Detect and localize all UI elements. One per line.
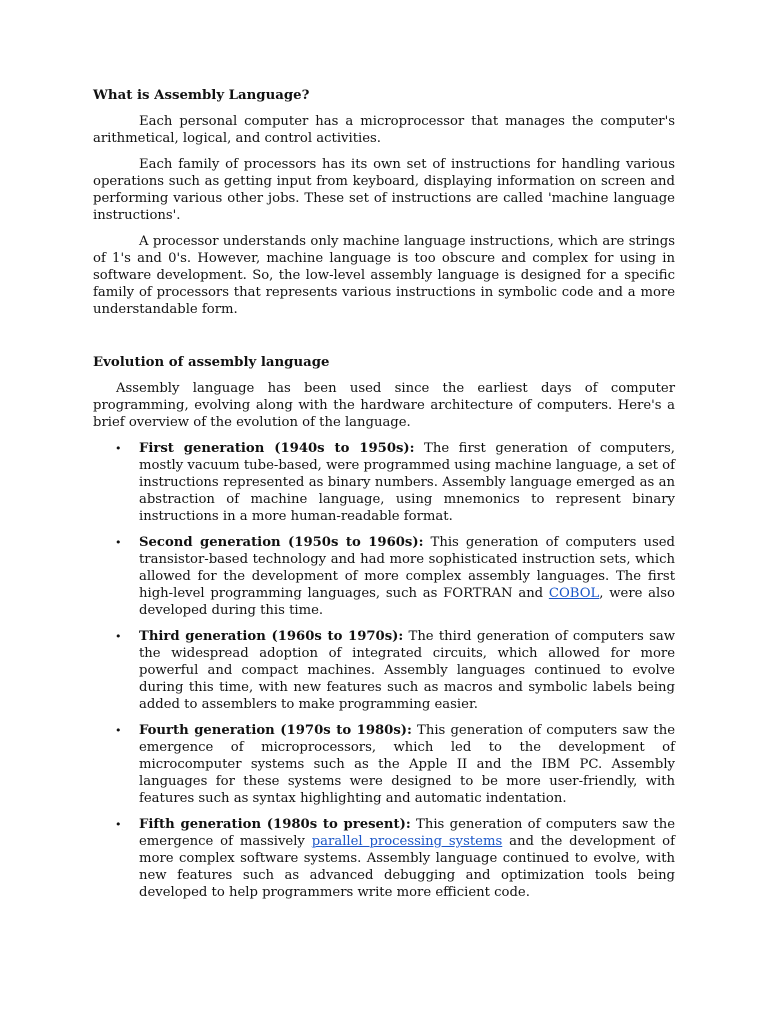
list-item-third-generation: [93, 628, 675, 713]
generation-text: This generation of computers saw the emergence of microprocessors, which led to the development of microcomputer systems such as the Apple II and the IBM PC. Assembly languages for these systems were designed to be more user-friendly, with features such as syntax highlighting and automatic indentation.: [139, 723, 675, 806]
generation-text: This generation of computers saw the emergence of massively: [139, 817, 675, 849]
list-item-second-generation: [93, 534, 675, 619]
bullet-icon: •: [115, 536, 122, 549]
paragraph-evolution-intro: Assembly language has been used since the earliest days of computer programming, evolving along with the hardware architecture of computers. Here's a brief overview of the evolution of the language.: [93, 381, 675, 430]
bullet-icon: •: [115, 442, 122, 455]
generations-list: [93, 440, 675, 901]
generation-title: Fifth generation (1980s to present):: [139, 817, 411, 832]
bullet-icon: •: [115, 724, 122, 737]
section-heading-evolution: Evolution of assembly language: [93, 355, 330, 370]
generation-text-after: , were also developed during this time.: [139, 586, 675, 618]
generation-text: The third generation of computers saw the widespread adoption of integrated circuits, which allowed for more powerful and compact machines. Assembly languages continued to evolve during this time, with new features such as macros and symbolic labels being added to assemblers to make programming easier.: [139, 629, 675, 712]
section-heading-assembly-language: What is Assembly Language?: [93, 88, 310, 103]
generation-text: This generation of computers used transistor-based technology and had more sophisticated instruction sets, which allowed for the development of more complex assembly languages. The first high-level programming languages, such as FORTRAN and: [139, 535, 675, 601]
cobol-link[interactable]: COBOL: [548, 586, 600, 601]
paragraph-machine-language: A processor understands only machine language instructions, which are strings of 1's and 0's. However, machine language is too obscure and complex for using in software development. So, the low-level assembly language is designed for a specific family of processors that represents various instructions in symbolic code and a more understandable form.: [93, 234, 675, 317]
paragraph-instruction-sets: Each family of processors has its own set of instructions for handling various operations such as getting input from keyboard, displaying information on screen and performing various other jobs. These set of instructions are called 'machine language instructions'.: [93, 157, 675, 223]
parallel-processing-link[interactable]: parallel processing systems: [311, 834, 503, 849]
generation-text: The first generation of computers, mostly vacuum tube-based, were programmed using machine language, a set of instructions represented as binary numbers. Assembly language emerged as an abstraction of machine language, using mnemonics to represent binary instructions in a more human-readable format.: [139, 441, 675, 524]
generation-title: Fourth generation (1970s to 1980s):: [139, 723, 412, 738]
generation-title: Second generation (1950s to 1960s):: [139, 535, 424, 550]
bullet-icon: •: [115, 818, 122, 831]
generation-title: First generation (1940s to 1950s):: [139, 441, 415, 456]
generation-text-after: and the development of more complex software systems. Assembly language continued to evolve, with new features such as advanced debugging and optimization tools being developed to help programmers write more efficient code.: [139, 834, 675, 900]
list-item-first-generation: [93, 440, 675, 525]
list-item-fourth-generation: [93, 722, 675, 807]
generation-title: Third generation (1960s to 1970s):: [139, 629, 404, 644]
bullet-icon: •: [115, 630, 122, 643]
document-page: [93, 86, 675, 910]
list-item-fifth-generation: [93, 816, 675, 901]
paragraph-microprocessor: Each personal computer has a microprocessor that manages the computer's arithmetical, logical, and control activities.: [93, 114, 675, 146]
